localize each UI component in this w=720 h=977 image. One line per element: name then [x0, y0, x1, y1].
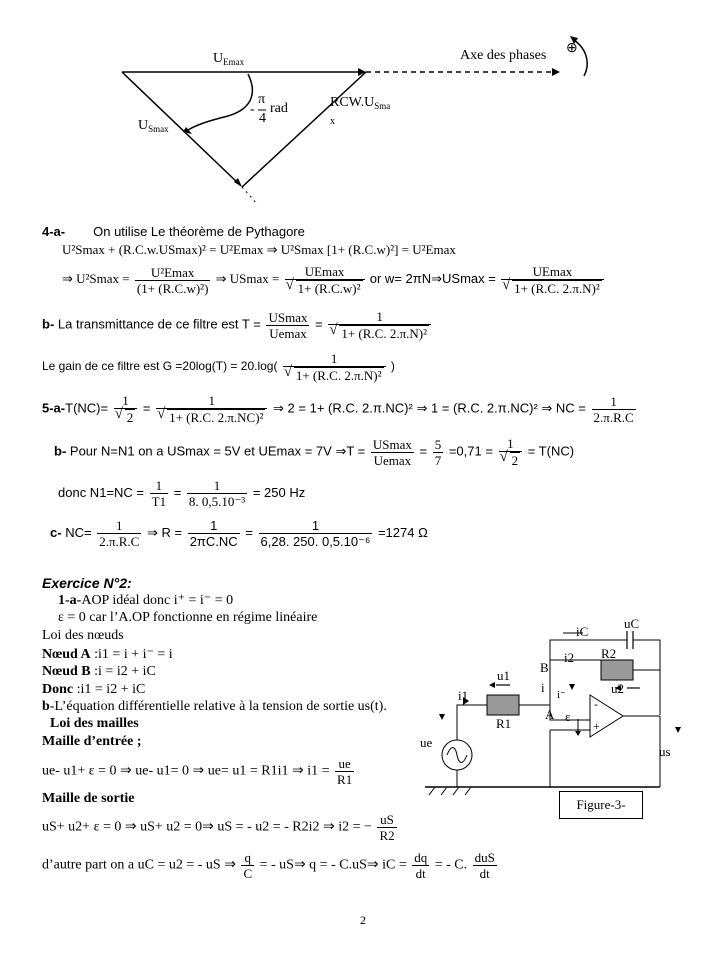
- ex2-line5: Nœud B :i = i2 + iC: [42, 664, 156, 679]
- axis-label: Axe des phases: [460, 48, 547, 63]
- r2-label: R2: [601, 646, 617, 661]
- figure-caption: Figure-3-: [559, 791, 643, 819]
- ex2-line12: uS+ u2+ ε = 0 ⇒ uS+ u2 = 0⇒ uS = - u2 = - R2i2 ⇒ i2 = − $\frac{uS}{R2}$: [42, 812, 395, 843]
- i-label: i: [541, 680, 545, 695]
- i1-label: i1: [458, 688, 469, 703]
- page-number: 2: [360, 913, 366, 927]
- donc-line: donc N1=NC = $\frac{1}{T1}$ = $\frac{1}{\text{8. 0,5.10⁻³}}$ = 250 Hz: [58, 478, 306, 509]
- ex2-line13: d’autre part on a uC = u2 = - uS ⇒ $\frac{q}{C}$ = - uS⇒ q = - C.uS⇒ iC = $\frac{dq}{dt}$ = - C. $\frac{\text{duS}}{dt}$: [42, 850, 495, 881]
- q4a-eq2: ⇒ U²Smax = $\frac{\text{U²Emax}}{\text{(1+ (R.C.w)²)}}$ ⇒ USmax = UEmax √ 1+ (R.C.w)² or w= 2πN⇒USmax = UEmax √ 1+ (R.C. 2.π.N)²: [62, 264, 606, 296]
- i-minus-label: i⁻: [557, 689, 566, 701]
- ex2-line4: Nœud A :i1 = i + i⁻ = i: [42, 647, 173, 662]
- ex2-line8: Loi des mailles: [50, 716, 139, 731]
- q4a-heading: 4-a- On utilise Le théorème de Pythagore: [42, 224, 305, 239]
- ex2-line1: 1-a-AOP idéal donc i⁺ = i⁻ = 0: [58, 593, 234, 608]
- plus-symbol: ⊕: [566, 41, 578, 56]
- u-smax-label: $U_{Smax}$: [138, 118, 169, 134]
- angle-den: 4: [259, 111, 266, 126]
- node-b-label: B: [540, 660, 549, 675]
- rcw-x: x: [330, 116, 335, 127]
- ue-label: ue: [420, 735, 433, 750]
- rcw-vector: [242, 72, 366, 187]
- angle-arc: [188, 74, 252, 130]
- angle-num: π: [258, 92, 266, 107]
- q5c-line: c- NC= $\frac{1}{2.\pi.R.C}$ ⇒ R = $\frac{1}{2\pi C.NC}$ = $\frac{1}{\text{6,28. 250. 0,5.10⁻⁶}}$ =1274 Ω: [50, 518, 428, 549]
- us-label: us: [659, 744, 671, 759]
- plus-input-label: +: [593, 719, 600, 733]
- ex2-line6: Donc :i1 = i2 + iC: [42, 682, 146, 697]
- u1-label: u1: [497, 668, 510, 683]
- q4a-eq1: U²Smax + (R.C.w.USmax)² = U²Emax ⇒ U²Smax [1+ (R.C.w)²] = U²Emax: [62, 242, 456, 257]
- rcw-label: $RCW.U_{Sma}$: [330, 95, 391, 111]
- u-emax-label: $U_{Emax}$: [213, 51, 245, 67]
- exercise-2-title: Exercice N°2:: [42, 575, 132, 591]
- r2-resistor: [601, 660, 633, 680]
- i2-label: i2: [564, 650, 575, 665]
- ic-label: iC: [576, 624, 589, 639]
- ex2-line2: ε = 0 car l’A.OP fonctionne en régime linéaire: [58, 610, 318, 625]
- ex2-line10: ue- u1+ ε = 0 ⇒ ue- u1= 0 ⇒ ue= u1 = R1i1 ⇒ i1 = $\frac{ue}{R1}$: [42, 756, 353, 787]
- u2-label: u2: [611, 681, 624, 696]
- ex2-line9: Maille d’entrée ;: [42, 734, 142, 749]
- angle-minus: -: [250, 102, 255, 117]
- epsilon-label: ε: [565, 709, 571, 724]
- ex2-line7: b-L’équation différentielle relative à la tension de sortie us(t).: [42, 699, 387, 714]
- q5a-line: 5-a-T(NC)= 1 √ 2 = 1 √ 1+ (R.C. 2.π.NC)² ⇒ 2 = 1+ (R.C. 2.π.NC)² ⇒ 1 = (R.C. 2.π.NC)² ⇒ NC = $\frac{1}{2.\pi.R.C}$: [42, 393, 638, 425]
- minus-input-label: -: [594, 697, 598, 711]
- r1-label: R1: [496, 716, 512, 731]
- r1-resistor: [487, 695, 519, 715]
- angle-unit: rad: [270, 101, 288, 116]
- ex2-line11: Maille de sortie: [42, 791, 135, 806]
- node-a-label: A: [545, 707, 555, 722]
- qb-transmittance: b- La transmittance de ce filtre est T = $\frac{USmax}{Uemax}$ = 1 √ 1+ (R.C. 2.π.N)²: [42, 309, 433, 341]
- q5b-line: b- Pour N=N1 on a USmax = 5V et UEmax = 7V ⇒T = $\frac{USmax}{Uemax}$ = $\frac{5}{7}$ =0,71 = 1 √ 2 = T(NC): [54, 436, 574, 468]
- ex2-line3: Loi des nœuds: [42, 628, 124, 643]
- uc-label: uC: [624, 616, 640, 631]
- gain-line: Le gain de ce filtre est G =20log(T) = 20.log( 1 √ 1+ (R.C. 2.π.N)² ): [42, 351, 395, 383]
